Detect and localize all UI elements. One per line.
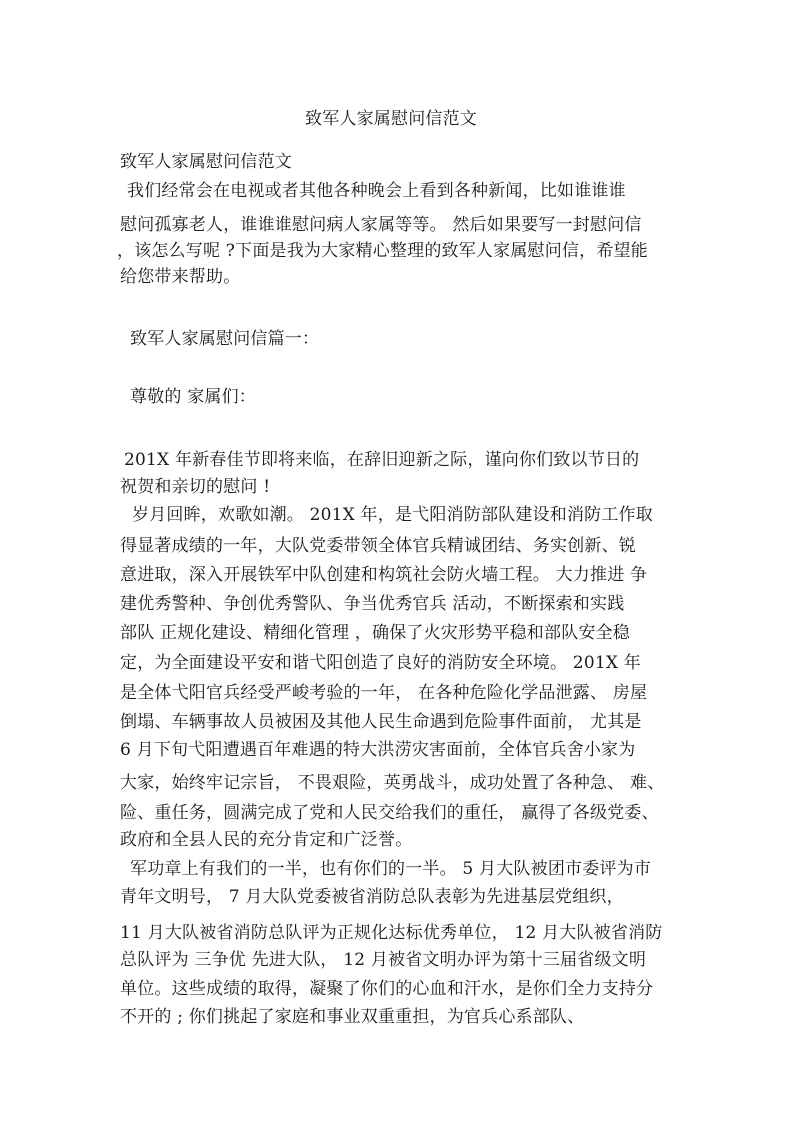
text-line: 6 月下旬弋阳遭遇百年难遇的特大洪涝灾害面前，全体官兵舍小家为 [120,740,636,760]
text-line: 祝贺和亲切的慰问 ! [120,477,271,497]
text-line: 是全体弋阳官兵经受严峻考验的一年， 在各种危险化学品泄露、 房屋 [120,683,648,703]
text-line: 建优秀警种、争创优秀警队、争当优秀官兵 活动，不断探索和实践 [120,594,625,614]
text-line-subtitle: 致军人家属慰问信范文 [120,152,292,172]
text-line: 定，为全面建设平安和谐弋阳创造了良好的消防安全环境。 201X 年 [120,653,641,673]
text-line: 11 月大队被省消防总队评为正规化达标优秀单位， 12 月大队被省消防 [120,923,663,943]
text-line: 总队评为 三争优 先进大队， 12 月被省文明办评为第十三届省级文明 [120,950,647,970]
text-line: 单位。这些成绩的取得，凝聚了你们的心血和汗水，是你们全力支持分 [120,979,654,999]
document-title: 致军人家属慰问信范文 [305,109,477,129]
text-line: 军功章上有我们的一半，也有你们的一半。 5 月大队被团市委评为市 [130,859,652,879]
text-line: 险、重任务，圆满完成了党和人民交给我们的重任， 赢得了各级党委、 [120,803,659,823]
text-line: 慰问孤寡老人，谁谁谁慰问病人家属等等。 然后如果要写一封慰问信 [120,215,642,235]
text-line: 倒塌、车辆事故人员被困及其他人民生命遇到危险事件面前， 尤其是 [120,712,642,732]
text-line: 政府和全县人民的充分肯定和广泛誉。 [120,830,413,850]
text-line: 大家，始终牢记宗旨， 不畏艰险，英勇战斗，成功处置了各种急、 难、 [120,773,665,793]
text-line: 青年文明号， 7 月大队党委被省消防总队表彰为先进基层党组织， [120,887,624,907]
section-heading: 致军人家属慰问信篇一： [130,329,320,349]
text-line: 岁月回眸，欢歌如潮。 201X 年，是弋阳消防部队建设和消防工作取 [132,505,653,525]
text-line: 201X 年新春佳节即将来临，在辞旧迎新之际，谨向你们致以节日的 [124,450,640,470]
text-line: 给您带来帮助。 [120,267,241,287]
text-line: 意进取，深入开展铁军中队创建和构筑社会防火墙工程。 大力推进 争 [120,565,648,585]
text-line: ，该怎么写呢 ?下面是我为大家精心整理的致军人家属慰问信，希望能 [117,241,648,261]
text-line: 不开的 ; 你们挑起了家庭和事业双重重担，为官兵心系部队、 [120,1007,585,1027]
text-line: 得显著成绩的一年，大队党委带领全体官兵精诚团结、务实创新、锐 [120,536,636,556]
text-line: 部队 正规化建设、精细化管理 ，确保了火灾形势平稳和部队安全稳 [120,623,631,643]
text-line: 我们经常会在电视或者其他各种晚会上看到各种新闻，比如谁谁谁 [127,181,626,201]
salutation: 尊敬的 家属们： [130,387,257,407]
